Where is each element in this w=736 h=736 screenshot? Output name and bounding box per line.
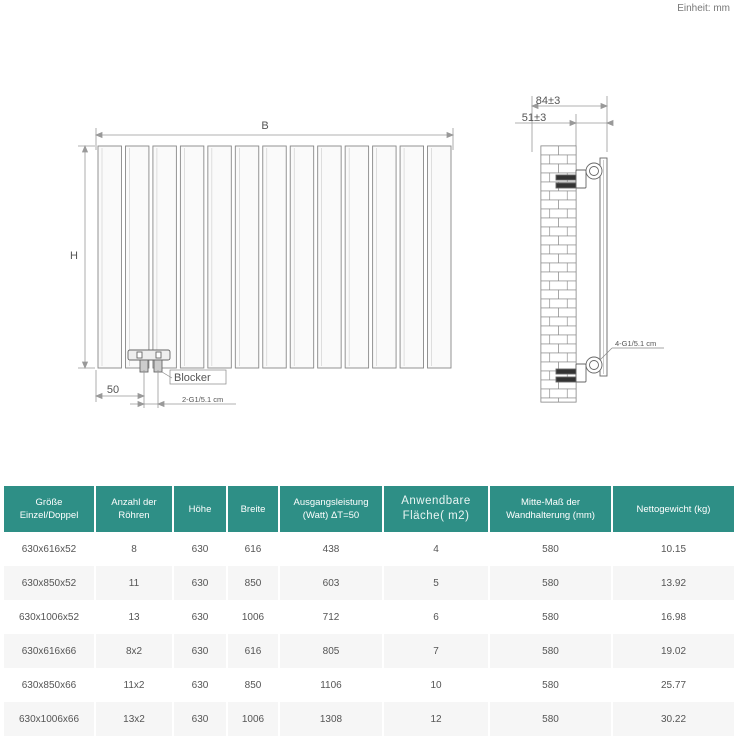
brick bbox=[541, 317, 550, 326]
cell-tube-count: 8 bbox=[95, 532, 173, 566]
brick bbox=[541, 254, 559, 263]
brick bbox=[541, 236, 559, 245]
cell-width: 616 bbox=[227, 634, 279, 668]
brick bbox=[541, 218, 559, 227]
header-bracket-distance: Mitte-Maß der Wandhalterung (mm) bbox=[489, 486, 612, 532]
brick bbox=[541, 263, 550, 272]
cell-bracket-distance: 580 bbox=[489, 532, 612, 566]
brick bbox=[567, 281, 576, 290]
cell-height: 630 bbox=[173, 532, 227, 566]
cell-area: 5 bbox=[383, 566, 489, 600]
cell-weight: 19.02 bbox=[612, 634, 734, 668]
cell-tube-count: 8x2 bbox=[95, 634, 173, 668]
brick bbox=[550, 209, 568, 218]
cell-height: 630 bbox=[173, 702, 227, 736]
brick bbox=[541, 155, 550, 164]
cell-output: 712 bbox=[279, 600, 383, 634]
cell-weight: 13.92 bbox=[612, 566, 734, 600]
brick bbox=[541, 326, 559, 335]
brick bbox=[541, 209, 550, 218]
cell-size: 630x850x66 bbox=[4, 668, 95, 702]
radiator-tube bbox=[428, 146, 451, 368]
cell-width: 616 bbox=[227, 532, 279, 566]
brick bbox=[541, 389, 550, 398]
brick bbox=[559, 218, 577, 227]
radiator-tube bbox=[345, 146, 368, 368]
cell-area: 12 bbox=[383, 702, 489, 736]
radiator-tube bbox=[125, 146, 148, 368]
table-row bbox=[4, 532, 734, 566]
cell-width: 1006 bbox=[227, 600, 279, 634]
brick bbox=[541, 353, 550, 362]
table-row bbox=[4, 668, 734, 702]
offset-label: 50 bbox=[106, 384, 120, 396]
brick bbox=[541, 344, 559, 353]
brick bbox=[559, 308, 577, 317]
header-height: Höhe bbox=[173, 486, 227, 532]
brick bbox=[541, 281, 550, 290]
brick bbox=[559, 236, 577, 245]
unit-label: Einheit: mm bbox=[677, 3, 730, 14]
brick bbox=[559, 398, 577, 402]
depth-label-51: 51±3 bbox=[521, 112, 547, 124]
cell-bracket-distance: 580 bbox=[489, 702, 612, 736]
brick bbox=[550, 263, 568, 272]
brick bbox=[550, 299, 568, 308]
cell-bracket-distance: 580 bbox=[489, 566, 612, 600]
cell-output: 1106 bbox=[279, 668, 383, 702]
brick bbox=[559, 164, 577, 173]
depth-label-84: 84±3 bbox=[535, 95, 561, 107]
header-width: Breite bbox=[227, 486, 279, 532]
cell-height: 630 bbox=[173, 634, 227, 668]
brick bbox=[541, 335, 550, 344]
brick bbox=[541, 398, 559, 402]
cell-bracket-distance: 580 bbox=[489, 600, 612, 634]
table-row bbox=[4, 634, 734, 668]
radiator-tube bbox=[180, 146, 203, 368]
brick bbox=[559, 290, 577, 299]
brick bbox=[559, 200, 577, 209]
cell-output: 1308 bbox=[279, 702, 383, 736]
table-row bbox=[4, 600, 734, 634]
cell-size: 630x616x66 bbox=[4, 634, 95, 668]
brick bbox=[541, 164, 559, 173]
header-tube-count: Anzahl der Röhren bbox=[95, 486, 173, 532]
brick bbox=[541, 290, 559, 299]
brick bbox=[541, 308, 559, 317]
brick bbox=[550, 281, 568, 290]
brick bbox=[559, 344, 577, 353]
depth-dimensions bbox=[515, 96, 613, 152]
cell-height: 630 bbox=[173, 600, 227, 634]
radiator-tube bbox=[208, 146, 231, 368]
header-output: Ausgangsleistung (Watt) ΔT=50 bbox=[279, 486, 383, 532]
brick bbox=[541, 371, 550, 380]
brick bbox=[567, 227, 576, 236]
brick bbox=[550, 227, 568, 236]
header-size: Größe Einzel/Doppel bbox=[4, 486, 95, 532]
brick bbox=[567, 155, 576, 164]
cell-width: 1006 bbox=[227, 702, 279, 736]
height-dimension bbox=[78, 146, 95, 368]
cell-size: 630x850x52 bbox=[4, 566, 95, 600]
cell-tube-count: 11x2 bbox=[95, 668, 173, 702]
cell-tube-count: 13x2 bbox=[95, 702, 173, 736]
header-weight: Nettogewicht (kg) bbox=[612, 486, 734, 532]
brick bbox=[567, 299, 576, 308]
brick bbox=[567, 353, 576, 362]
table-header-row bbox=[4, 486, 734, 532]
brick bbox=[541, 245, 550, 254]
brick bbox=[559, 272, 577, 281]
cell-width: 850 bbox=[227, 668, 279, 702]
side-connection-label: 4-G1/5.1 cm bbox=[615, 339, 657, 348]
radiator-tube bbox=[153, 146, 176, 368]
cell-bracket-distance: 580 bbox=[489, 634, 612, 668]
brick bbox=[550, 389, 568, 398]
width-label: B bbox=[261, 120, 269, 132]
blocker-label: Blocker bbox=[174, 372, 211, 384]
cell-output: 603 bbox=[279, 566, 383, 600]
header-area: Anwendbare Fläche( m2) bbox=[383, 486, 489, 532]
radiator-tube bbox=[263, 146, 286, 368]
cell-weight: 25.77 bbox=[612, 668, 734, 702]
brick bbox=[567, 263, 576, 272]
cell-weight: 30.22 bbox=[612, 702, 734, 736]
cell-size: 630x616x52 bbox=[4, 532, 95, 566]
brick bbox=[559, 146, 577, 155]
cell-width: 850 bbox=[227, 566, 279, 600]
brick bbox=[559, 254, 577, 263]
brick bbox=[550, 245, 568, 254]
brick bbox=[541, 272, 559, 281]
brick bbox=[541, 173, 550, 182]
brick bbox=[550, 155, 568, 164]
radiator-tube bbox=[373, 146, 396, 368]
cell-area: 4 bbox=[383, 532, 489, 566]
cell-height: 630 bbox=[173, 566, 227, 600]
brick bbox=[567, 389, 576, 398]
cell-area: 6 bbox=[383, 600, 489, 634]
brick bbox=[541, 299, 550, 308]
radiator-front-view bbox=[98, 146, 451, 368]
cell-size: 630x1006x52 bbox=[4, 600, 95, 634]
bottom-connection-label: 2-G1/5.1 cm bbox=[182, 395, 224, 404]
table-row bbox=[4, 702, 734, 736]
radiator-tube bbox=[290, 146, 313, 368]
brick bbox=[559, 326, 577, 335]
cell-bracket-distance: 580 bbox=[489, 668, 612, 702]
cell-area: 10 bbox=[383, 668, 489, 702]
cell-size: 630x1006x66 bbox=[4, 702, 95, 736]
brick bbox=[541, 191, 550, 200]
cell-height: 630 bbox=[173, 668, 227, 702]
cell-weight: 16.98 bbox=[612, 600, 734, 634]
brick bbox=[567, 245, 576, 254]
cell-area: 7 bbox=[383, 634, 489, 668]
brick bbox=[541, 146, 559, 155]
table-row bbox=[4, 566, 734, 600]
brick bbox=[567, 191, 576, 200]
brick bbox=[541, 227, 550, 236]
specification-table bbox=[4, 486, 734, 736]
radiator-tube bbox=[318, 146, 341, 368]
brick bbox=[550, 353, 568, 362]
brick bbox=[567, 317, 576, 326]
cell-weight: 10.15 bbox=[612, 532, 734, 566]
brick bbox=[550, 335, 568, 344]
radiator-tube bbox=[235, 146, 258, 368]
brick bbox=[541, 200, 559, 209]
cell-output: 805 bbox=[279, 634, 383, 668]
brick bbox=[567, 209, 576, 218]
height-label: H bbox=[70, 250, 78, 262]
brick bbox=[567, 335, 576, 344]
cell-tube-count: 11 bbox=[95, 566, 173, 600]
radiator-tube bbox=[98, 146, 121, 368]
brick bbox=[550, 191, 568, 200]
cell-tube-count: 13 bbox=[95, 600, 173, 634]
cell-output: 438 bbox=[279, 532, 383, 566]
brick bbox=[550, 317, 568, 326]
radiator-tube bbox=[400, 146, 423, 368]
table-body bbox=[4, 532, 734, 736]
